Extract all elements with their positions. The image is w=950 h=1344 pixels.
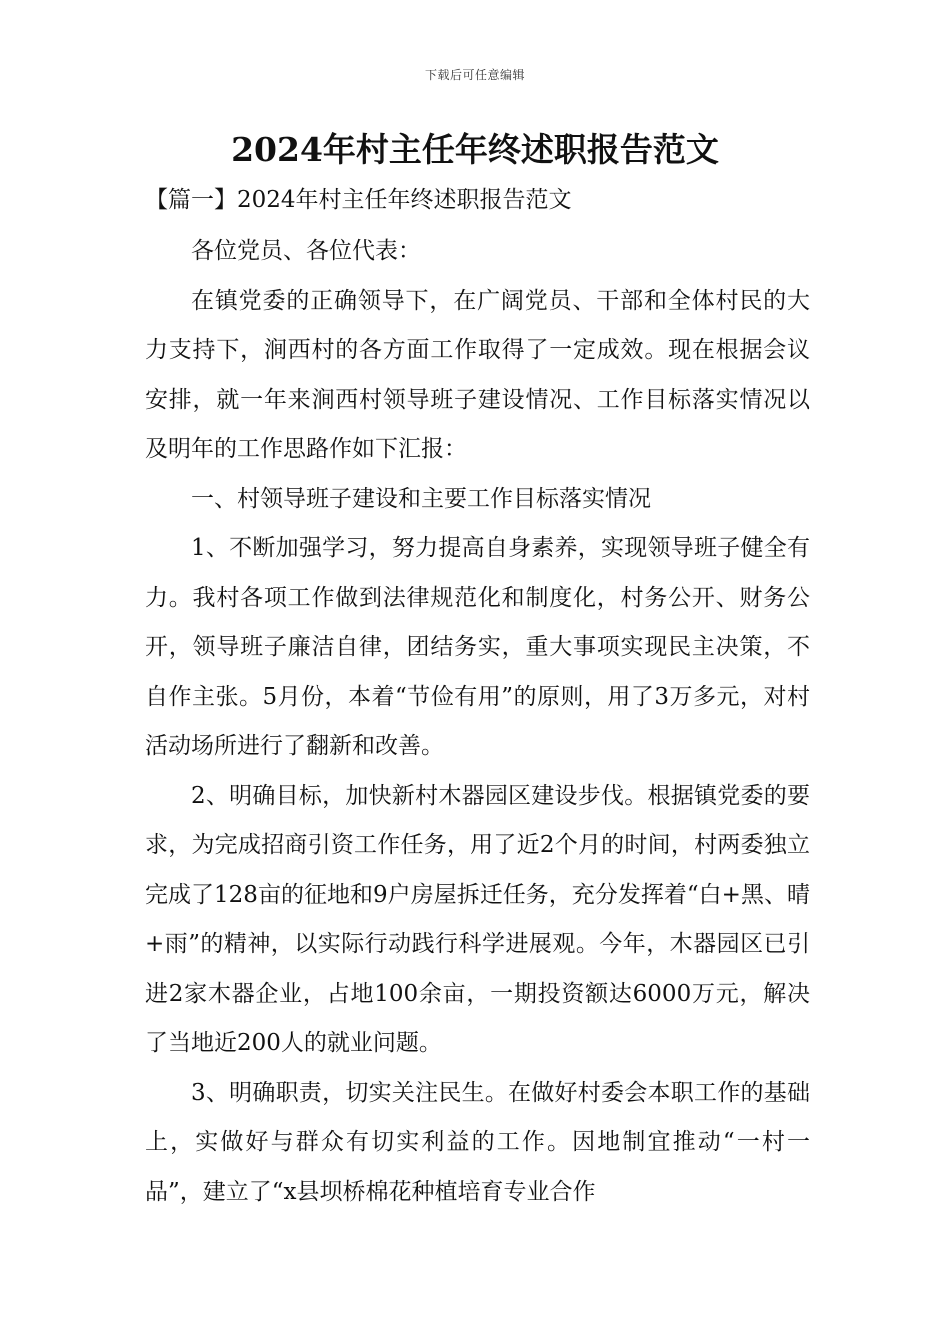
paragraph-salutation: 各位党员、各位代表：: [191, 238, 421, 264]
paragraph-heading-one: 一、村领导班子建设和主要工作目标落实情况: [191, 485, 651, 512]
paragraph-item-3: 3、明确职责，切实关注民生。在做好村委会本职工作的基础上，实做好与群众有切实利益的工作。因地制宜推动“一村一品”，建立了“x县坝桥棉花种植培育专业合作: [145, 1079, 810, 1205]
body-text: [145, 227, 810, 1217]
section-heading: 【篇一】2024年村主任年终述职报告范文: [145, 187, 572, 213]
header-note: 下载后可任意编辑: [424, 68, 525, 82]
paragraph-intro: 在镇党委的正确领导下，在广阔党员、干部和全体村民的大力支持下，涧西村的各方面工作取得了一定成效。现在根据会议安排，就一年来涧西村领导班子建设情况、工作目标落实情况以及明年的工作思路作如下汇报：: [145, 287, 810, 462]
paragraph-item-2: 2、明确目标，加快新村木器园区建设步伐。根据镇党委的要求，为完成招商引资工作任务，用了近2个月的时间，村两委独立完成了128亩的征地和9户房屋拆迁任务，充分发挥着“白+黑、晴+雨”的精神，以实际行动践行科学进展观。今年，木器园区已引进2家木器企业，占地100余亩，一期投资额达6000万元，解决了当地近200人的就业问题。: [145, 782, 810, 1056]
document-title: 2024年村主任年终述职报告范文: [231, 130, 719, 169]
paragraph-item-1: 1、不断加强学习，努力提高自身素养，实现领导班子健全有力。我村各项工作做到法律规范化和制度化，村务公开、财务公开，领导班子廉洁自律，团结务实，重大事项实现民主决策，不自作主张。5月份，本着“节俭有用”的原则，用了3万多元，对村活动场所进行了翻新和改善。: [145, 535, 810, 759]
